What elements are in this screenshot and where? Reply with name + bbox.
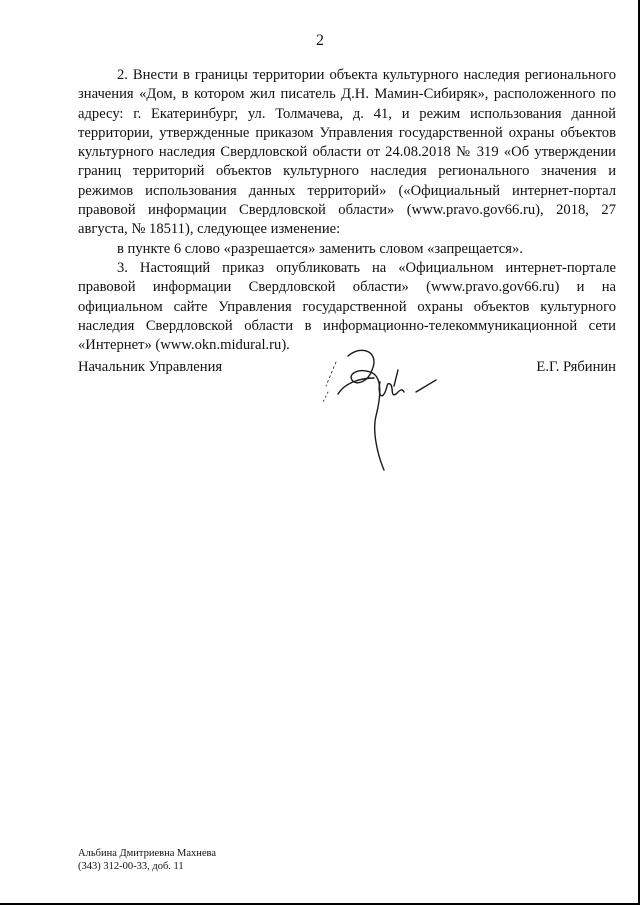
paragraph-item-2: 2. Внести в границы территории объекта культурного наследия регионального значения «Дом, в котором жил писатель Д.Н. Мамин-Сибиряк», расположенного по адресу: г. Екатеринбург, ул. Толмачева, д. 41, и режим использования данной территории, утвержденные приказом Управления государственной охраны объектов культурного наследия Свердловской области от 24.08.2018 № 319 «Об утверждении границ территорий объектов культурного наследия регионального значения и режимов использования данных территорий» («Официальный интернет-портал правовой информации Свердловской области» (www.pravo.gov66.ru), 2018, 27 августа, № 18511), следующее изменение: [78,67,616,238]
executor-name: Альбина Дмитриевна Махнева [78,848,217,859]
document-body [78,66,616,355]
page-number: 2 [316,32,324,49]
handwritten-signature [318,334,458,474]
executor-info [78,847,216,873]
signatory-title: Начальник Управления [78,359,223,375]
paragraph-item-3: 3. Настоящий приказ опубликовать на «Официальном интернет-портале правовой информации Свердловской области» (www.pravo.gov66.ru) и на официальном сайте Управления государственной охраны объектов культурного наследия Свердловской области в информационно-телекоммуникационной сети «Интернет» (www.okn.midural.ru). [78,259,616,354]
signatory-name: Е.Г. Рябинин [536,359,616,375]
executor-phone: (343) 312-00-33, доб. 11 [78,861,184,872]
paragraph-amendment: в пункте 6 слово «разрешается» заменить словом «запрещается». [117,240,523,257]
